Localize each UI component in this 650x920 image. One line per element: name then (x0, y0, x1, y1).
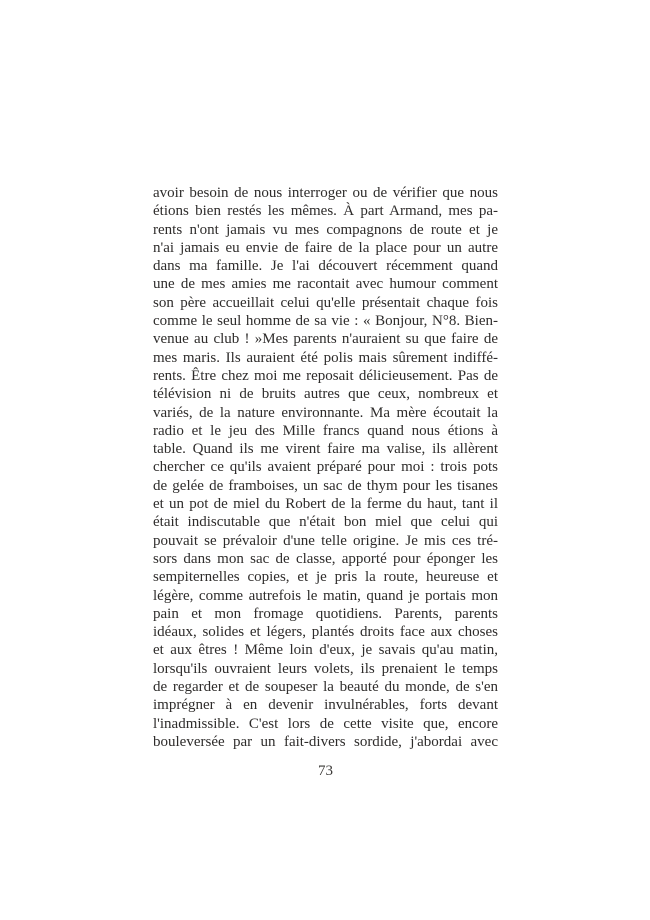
page-number: 73 (318, 763, 333, 779)
text-line: chercher ce qu'ils avaient préparé pour moi : trois pots (153, 459, 498, 476)
text-line: dans ma famille. Je l'ai découvert récemment quand (153, 258, 498, 275)
text-line: n'ai jamais eu envie de faire de la place pour un autre (153, 239, 498, 256)
text-line: rents. Être chez moi me reposait délicieusement. Pas de (153, 367, 498, 384)
text-line: bouleversée par un fait-divers sordide, j'abordai avec (153, 733, 498, 750)
text-line: était indiscutable que n'était bon miel que celui qui (153, 514, 498, 531)
text-line: son père accueillait celui qu'elle présentait chaque fois (153, 294, 498, 311)
text-line: de gelée de framboises, un sac de thym pour les tisanes (153, 477, 498, 494)
text-line: étions bien restés les mêmes. À part Armand, mes pa- (153, 203, 498, 220)
text-line: venue au club ! »Mes parents n'auraient su que faire de (153, 331, 498, 348)
text-line: de regarder et de soupeser la beauté du monde, de s'en (153, 679, 498, 696)
text-line: et aux êtres ! Même loin d'eux, je savais qu'au matin, (153, 642, 498, 659)
text-block (153, 184, 498, 751)
text-line: légère, comme autrefois le matin, quand je portais mon (153, 587, 498, 604)
text-line: idéaux, solides et légers, plantés droits face aux choses (153, 624, 498, 641)
text-line: radio et le jeu des Mille francs quand nous étions à (153, 422, 498, 439)
text-line: et un pot de miel du Robert de la ferme du haut, tant il (153, 496, 498, 513)
text-line: télévision ni de bruits autres que ceux, nombreux et (153, 386, 498, 403)
text-line: l'inadmissible. C'est lors de cette visite que, encore (153, 715, 498, 732)
text-line: variés, de la nature environnante. Ma mère écoutait la (153, 404, 498, 421)
text-line: rents n'ont jamais vu mes compagnons de route et je (153, 221, 498, 238)
text-line: mes maris. Ils auraient été polis mais sûrement indiffé- (153, 349, 498, 366)
text-line: sors dans mon sac de classe, apporté pour éponger les (153, 550, 498, 567)
text-line: table. Quand ils me virent faire ma valise, ils allèrent (153, 441, 498, 458)
text-line: avoir besoin de nous interroger ou de vérifier que nous (153, 185, 498, 201)
text-line: pain et mon fromage quotidiens. Parents, parents (153, 605, 498, 622)
text-line: comme le seul homme de sa vie : « Bonjour, N°8. Bien- (153, 313, 498, 330)
text-line: lorsqu'ils ouvraient leurs volets, ils prenaient le temps (153, 660, 498, 677)
text-line: sempiternelles copies, et je pris la route, heureuse et (153, 569, 498, 586)
text-line: imprégner à en devenir invulnérables, forts devant (153, 697, 498, 714)
text-line: une de mes amies me racontait avec humour comment (153, 276, 498, 293)
text-line: pouvait se prévaloir d'une telle origine. Je mis ces tré- (153, 532, 498, 549)
